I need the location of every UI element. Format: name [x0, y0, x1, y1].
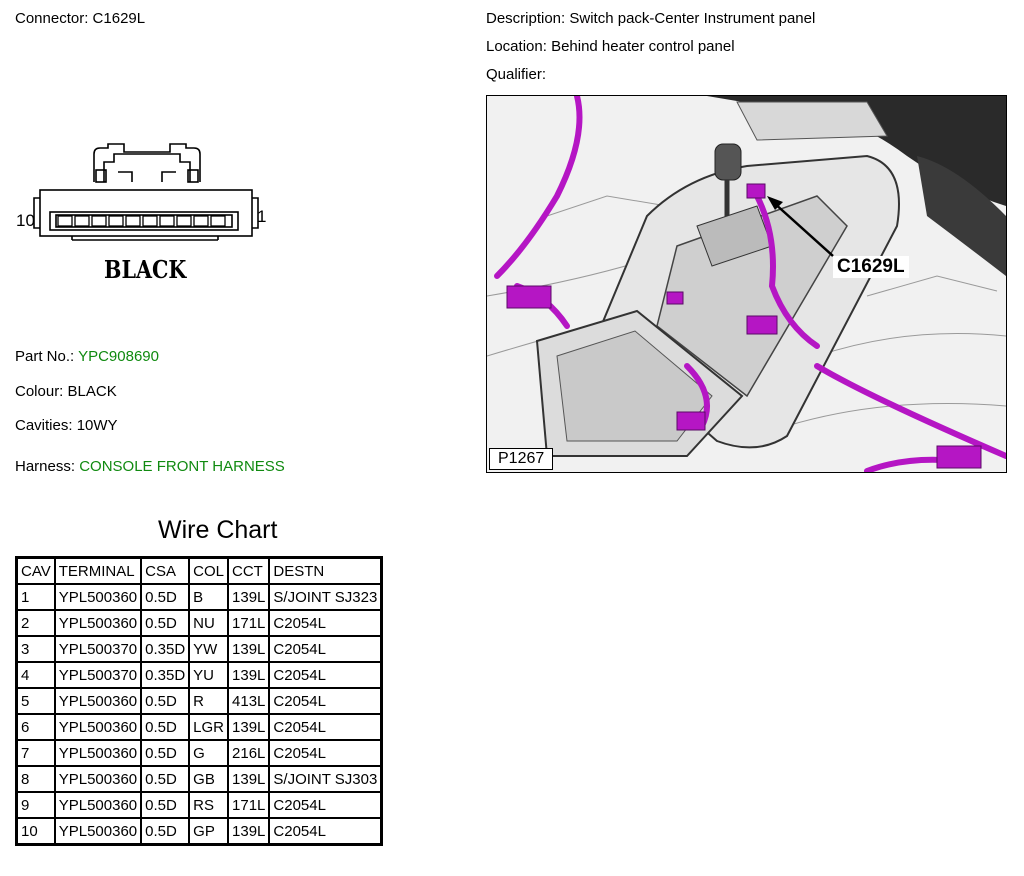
connector-label: Connector: [15, 10, 89, 27]
cell-cct: 139L [228, 714, 269, 740]
cell-col: YU [189, 662, 228, 688]
header-col: COL [189, 558, 228, 585]
cell-cct: 216L [228, 740, 269, 766]
cell-terminal: YPL500360 [55, 688, 141, 714]
cell-csa: 0.5D [141, 740, 189, 766]
cell-terminal: YPL500360 [55, 766, 141, 792]
cell-cct: 171L [228, 792, 269, 818]
cell-destn: S/JOINT SJ303 [269, 766, 381, 792]
connector-field [15, 10, 145, 27]
wire-chart-table [15, 556, 383, 846]
colour-value: BLACK [67, 383, 117, 400]
cell-csa: 0.5D [141, 766, 189, 792]
cell-col: LGR [189, 714, 228, 740]
cell-destn: C2054L [269, 610, 381, 636]
cavities-field [15, 417, 118, 434]
description-label: Description: [486, 10, 566, 27]
table-row [17, 766, 382, 792]
qualifier-field [486, 66, 546, 83]
cell-col: B [189, 584, 228, 610]
header-csa: CSA [141, 558, 189, 585]
cell-cct: 139L [228, 818, 269, 845]
cavities-value: 10WY [76, 417, 118, 434]
cell-cav: 5 [17, 688, 55, 714]
cell-cav: 6 [17, 714, 55, 740]
cell-col: GP [189, 818, 228, 845]
table-row [17, 584, 382, 610]
harness-label: Harness: [15, 458, 76, 475]
cell-terminal: YPL500360 [55, 740, 141, 766]
cell-destn: S/JOINT SJ323 [269, 584, 381, 610]
location-label: Location: [486, 38, 547, 55]
cell-cav: 4 [17, 662, 55, 688]
cell-cav: 3 [17, 636, 55, 662]
vehicle-console-drawing [487, 96, 1006, 472]
part-no-link[interactable]: YPC908690 [78, 348, 159, 365]
cell-destn: C2054L [269, 636, 381, 662]
table-row [17, 688, 382, 714]
part-no-label: Part No.: [15, 348, 75, 365]
cell-terminal: YPL500360 [55, 610, 141, 636]
cell-cct: 171L [228, 610, 269, 636]
table-header-row [17, 558, 382, 585]
table-row [17, 818, 382, 845]
cell-col: RS [189, 792, 228, 818]
cell-cav: 1 [17, 584, 55, 610]
cell-terminal: YPL500370 [55, 662, 141, 688]
cell-csa: 0.35D [141, 662, 189, 688]
cell-cct: 139L [228, 766, 269, 792]
colour-label: Colour: [15, 383, 64, 400]
cell-col: R [189, 688, 228, 714]
location-illustration [486, 95, 1007, 473]
table-row [17, 740, 382, 766]
cell-terminal: YPL500360 [55, 792, 141, 818]
cell-cav: 8 [17, 766, 55, 792]
cell-cav: 2 [17, 610, 55, 636]
cell-cct: 139L [228, 584, 269, 610]
cell-csa: 0.5D [141, 584, 189, 610]
cell-destn: C2054L [269, 714, 381, 740]
cell-cav: 7 [17, 740, 55, 766]
pin-number-right: 1 [257, 207, 267, 226]
cell-col: GB [189, 766, 228, 792]
cell-destn: C2054L [269, 688, 381, 714]
cell-cct: 139L [228, 662, 269, 688]
cell-cct: 413L [228, 688, 269, 714]
harness-link[interactable]: CONSOLE FRONT HARNESS [79, 458, 285, 475]
connector-colour-stamp: BLACK [104, 255, 187, 284]
table-body [17, 584, 382, 845]
cell-destn: C2054L [269, 662, 381, 688]
cell-destn: C2054L [269, 740, 381, 766]
connector-value: C1629L [92, 10, 146, 27]
header-cct: CCT [228, 558, 269, 585]
cell-terminal: YPL500360 [55, 818, 141, 845]
description-field [486, 10, 815, 27]
table-row [17, 792, 382, 818]
cell-csa: 0.5D [141, 792, 189, 818]
header-terminal: TERMINAL [55, 558, 141, 585]
table-row [17, 610, 382, 636]
qualifier-label: Qualifier: [486, 66, 547, 83]
table-row [17, 636, 382, 662]
cell-col: G [189, 740, 228, 766]
cell-destn: C2054L [269, 792, 381, 818]
pin-number-left: 10 [16, 211, 35, 230]
header-cav: CAV [17, 558, 55, 585]
cavities-label: Cavities: [15, 417, 73, 434]
harness-field [15, 458, 285, 475]
cell-destn: C2054L [269, 818, 381, 845]
wire-chart-title: Wire Chart [158, 516, 278, 544]
cell-csa: 0.5D [141, 714, 189, 740]
cell-terminal: YPL500360 [55, 584, 141, 610]
cell-col: NU [189, 610, 228, 636]
cell-terminal: YPL500360 [55, 714, 141, 740]
cell-csa: 0.5D [141, 818, 189, 845]
part-no-field [15, 348, 159, 365]
table-row [17, 714, 382, 740]
location-value: Behind heater control panel [551, 38, 735, 55]
cell-col: YW [189, 636, 228, 662]
table-row [17, 662, 382, 688]
cell-terminal: YPL500370 [55, 636, 141, 662]
cell-csa: 0.5D [141, 610, 189, 636]
cell-cct: 139L [228, 636, 269, 662]
figure-reference: P1267 [489, 448, 553, 470]
description-value: Switch pack-Center Instrument panel [569, 10, 816, 27]
colour-field [15, 383, 117, 400]
cell-cav: 9 [17, 792, 55, 818]
location-field [486, 38, 735, 55]
connector-callout: C1629L [833, 256, 909, 278]
header-destn: DESTN [269, 558, 381, 585]
cell-cav: 10 [17, 818, 55, 845]
cell-csa: 0.35D [141, 636, 189, 662]
cell-csa: 0.5D [141, 688, 189, 714]
